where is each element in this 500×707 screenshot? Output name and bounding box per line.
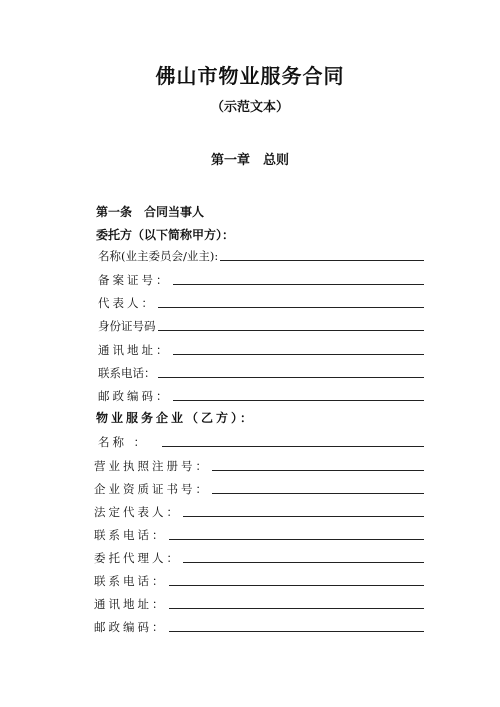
party-a-name-field <box>98 245 424 263</box>
blank-line <box>158 295 424 308</box>
party-b-name-field <box>98 431 424 449</box>
party-a-postcode-field <box>98 385 424 403</box>
article-heading: 第一条 合同当事人 <box>96 205 205 219</box>
field-label: 企业资质证书号： <box>94 482 210 496</box>
party-b-postcode-field <box>94 616 424 634</box>
blank-line <box>173 272 425 285</box>
field-label: 通讯地址： <box>98 343 171 357</box>
blank-line <box>183 550 424 563</box>
party-a-registration-field <box>98 269 424 287</box>
field-label: 委托代理人： <box>94 551 181 565</box>
party-b-address-field <box>94 593 424 611</box>
party-a-address-field <box>98 339 424 357</box>
field-label: 联系电话： <box>94 528 167 542</box>
party-b-phone-field <box>94 524 424 542</box>
party-a-heading: 委托方（以下简称甲方）： <box>96 228 235 242</box>
party-b-heading: 物业服务企业（乙方）： <box>96 411 256 425</box>
blank-line <box>173 342 425 355</box>
field-label: 名称(业主委员会/业主): <box>98 249 219 263</box>
field-label: 代表人： <box>98 296 156 310</box>
blank-line <box>158 318 425 331</box>
field-label: 法定代表人： <box>94 505 181 519</box>
blank-line <box>169 596 425 609</box>
party-b-agent-field <box>94 547 424 565</box>
blank-line <box>169 619 425 632</box>
blank-line <box>173 388 425 401</box>
field-label: 邮政编码： <box>98 389 171 403</box>
field-label: 联系电话： <box>94 574 167 588</box>
chapter-heading: 第一章 总则 <box>210 153 289 168</box>
party-a-representative-field <box>98 292 424 310</box>
blank-line <box>158 365 425 378</box>
party-b-agent-phone-field <box>94 570 424 588</box>
party-b-qualification-field <box>94 478 424 496</box>
field-label: 备案证号： <box>98 273 171 287</box>
field-label: 邮政编码： <box>94 620 167 634</box>
document-subtitle: （示范文本） <box>210 100 289 115</box>
party-b-legal-rep-field <box>94 501 424 519</box>
party-a-phone-field <box>98 362 424 380</box>
field-label: 营业执照注册号： <box>94 459 210 473</box>
blank-line <box>220 248 424 261</box>
party-a-id-field <box>98 315 424 333</box>
document-title: 佛山市物业服务合同 <box>155 64 345 88</box>
field-label: 通讯地址： <box>94 597 167 611</box>
blank-line <box>183 504 424 517</box>
blank-line <box>169 573 425 586</box>
party-b-license-field <box>94 455 424 473</box>
field-label: 联系电话： <box>98 366 156 380</box>
field-label: 名称 ： <box>98 435 149 449</box>
blank-line <box>212 481 424 494</box>
blank-line <box>162 434 424 447</box>
blank-line <box>169 527 425 540</box>
field-label: 身份证号码 <box>98 319 156 333</box>
blank-line <box>212 458 424 471</box>
